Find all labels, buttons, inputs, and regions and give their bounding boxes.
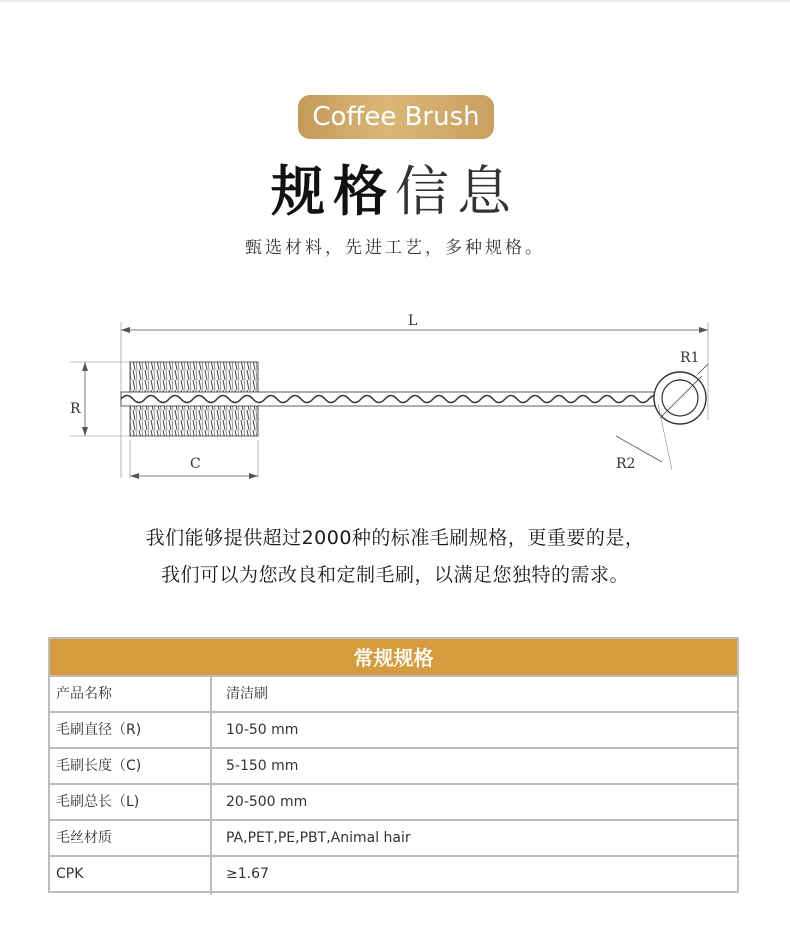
label-R: R [70, 401, 81, 417]
row-value-cpk: ≥1.67 [226, 866, 269, 882]
table-row [50, 713, 737, 749]
product-badge: Coffee Brush [298, 95, 494, 139]
page-subtitle: 甄选材料，先进工艺，多种规格。 [245, 238, 545, 258]
title-bold: 规格 [271, 160, 395, 223]
label-R2: R2 [616, 456, 636, 472]
page-title [0, 160, 790, 224]
label-C: C [190, 456, 201, 472]
table-row [50, 857, 737, 895]
row-label-product-name: 产品名称 [50, 677, 212, 711]
label-R1: R1 [680, 350, 700, 366]
row-value-total-length: 20-500 mm [226, 794, 308, 810]
label-L: L [408, 313, 418, 329]
row-value-bristle-material: PA,PET,PE,PBT,Animal hair [226, 830, 411, 846]
spec-table [48, 637, 739, 893]
row-label-bristle-material: 毛丝材质 [50, 821, 212, 855]
top-divider [0, 0, 790, 2]
table-row [50, 749, 737, 785]
row-label-total-length: 毛刷总长（L) [50, 785, 212, 819]
brush-dimension-diagram [60, 300, 730, 490]
row-label-cpk: CPK [50, 857, 212, 895]
row-value-brush-diameter: 10-50 mm [226, 722, 299, 738]
row-label-brush-diameter: 毛刷直径（R) [50, 713, 212, 747]
table-row [50, 677, 737, 713]
description-line-2: 我们可以为您改良和定制毛刷，以满足您独特的需求。 [160, 564, 629, 586]
title-light: 信息 [395, 160, 519, 223]
row-label-brush-length: 毛刷长度（C) [50, 749, 212, 783]
spec-table-header: 常规规格 [50, 639, 737, 677]
description-line-1: 我们能够提供超过2000种的标准毛刷规格，更重要的是， [145, 527, 645, 549]
table-row [50, 785, 737, 821]
row-value-product-name: 清洁刷 [226, 686, 268, 702]
table-row [50, 821, 737, 857]
row-value-brush-length: 5-150 mm [226, 758, 299, 774]
